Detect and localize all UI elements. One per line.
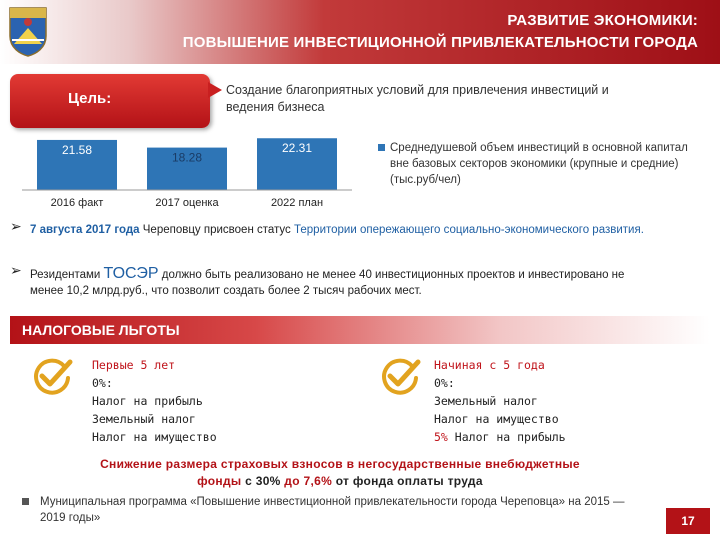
square-bullet-icon bbox=[22, 498, 29, 505]
chart-data-label: 18.28 bbox=[171, 150, 203, 165]
reduction-from-value: 30% bbox=[255, 474, 281, 488]
arrow-bullet-icon: ➢ bbox=[10, 218, 22, 234]
tax-left-item: Налог на прибыль bbox=[92, 394, 203, 408]
reduction-line1: Снижение размера страховых взносов в негосударственные внебюджетные bbox=[100, 457, 580, 471]
reduction-to-label: до bbox=[284, 474, 300, 488]
tax-left-item: Налог на имущество bbox=[92, 430, 217, 444]
page-number: 17 bbox=[666, 508, 710, 534]
chart-legend bbox=[378, 140, 698, 188]
program-text: Муниципальная программа «Повышение инвестиционной привлекательности города Череповца» на 2015 — 2019 годы» bbox=[40, 496, 625, 524]
tax-right-last-rate: 5% bbox=[434, 430, 448, 444]
tax-right-rate: 0%: bbox=[434, 376, 455, 390]
tax-right-item-profit bbox=[434, 428, 566, 446]
goal-label: Цель: bbox=[68, 90, 112, 107]
tax-column-from-5th-year bbox=[434, 356, 566, 446]
tax-benefits-label: НАЛОГОВЫЕ ЛЬГОТЫ bbox=[22, 322, 180, 338]
bullet-mid: Череповцу присвоен статус bbox=[142, 224, 291, 236]
reduction-tail: от фонда оплаты труда bbox=[335, 474, 483, 488]
tocer-label: ТОСЭР bbox=[103, 265, 159, 282]
tax-benefits-banner bbox=[10, 316, 710, 344]
reduction-to-value: 7,6% bbox=[303, 474, 333, 488]
municipal-program-note bbox=[22, 494, 642, 526]
arrow-bullet-icon: ➢ bbox=[10, 262, 22, 278]
goal-text: Создание благоприятных условий для привлечения инвестиций и ведения бизнеса bbox=[226, 83, 609, 114]
chart-data-label: 21.58 bbox=[61, 142, 93, 157]
chart-category-label: 2022 план bbox=[270, 197, 324, 209]
legend-text: Среднедушевой объем инвестиций в основной капитал вне базовых секторов экономики (крупные и средние) (тыс.руб/чел) bbox=[390, 142, 688, 186]
tax-column-first-5-years bbox=[92, 356, 217, 446]
reduction-line2 bbox=[20, 473, 660, 490]
bullet-date: 7 августа 2017 года bbox=[30, 224, 140, 236]
check-circle-icon bbox=[30, 356, 74, 396]
tax-left-item: Земельный налог bbox=[92, 412, 196, 426]
investment-bar-chart bbox=[10, 128, 370, 220]
city-coat-of-arms-icon bbox=[8, 6, 48, 58]
page-title-line2: ПОВЫШЕНИЕ ИНВЕСТИЦИОННОЙ ПРИВЛЕКАТЕЛЬНОСТИ ГОРОДА bbox=[182, 34, 698, 51]
reduction-funds: фонды bbox=[197, 474, 242, 488]
bullet-lead: Резидентами bbox=[30, 269, 101, 281]
chart-category-label: 2017 оценка bbox=[155, 197, 219, 209]
reduction-from-label: с bbox=[245, 474, 253, 488]
page-title bbox=[183, 10, 698, 54]
tax-right-last-item: Налог на прибыль bbox=[454, 430, 566, 444]
bullet-residents bbox=[30, 266, 630, 299]
bullet-rest: должно быть реализовано не менее 40 инвестиционных проектов и инвестировано не менее 10,2 млрд.руб., что позволит создать более 2 тысяч рабочих мест. bbox=[30, 269, 625, 297]
bullet-status-name: Территории опережающего социально-экономического развития. bbox=[294, 224, 644, 236]
bullet-status bbox=[30, 222, 700, 238]
page-title-line1: РАЗВИТИЕ ЭКОНОМИКИ: bbox=[507, 12, 698, 29]
tax-left-rate: 0%: bbox=[92, 376, 113, 390]
tax-right-heading: Начиная с 5 года bbox=[434, 358, 545, 372]
goal-callout bbox=[10, 74, 210, 128]
legend-swatch bbox=[378, 144, 385, 151]
check-circle-icon bbox=[378, 356, 422, 396]
tax-right-item: Налог на имущество bbox=[434, 412, 559, 426]
tax-left-heading: Первые 5 лет bbox=[92, 358, 176, 372]
insurance-reduction-text bbox=[20, 456, 660, 490]
tax-right-item: Земельный налог bbox=[434, 394, 538, 408]
header-bar bbox=[0, 0, 720, 64]
chart-category-label: 2016 факт bbox=[50, 197, 104, 209]
chart-data-label: 22.31 bbox=[281, 141, 313, 156]
